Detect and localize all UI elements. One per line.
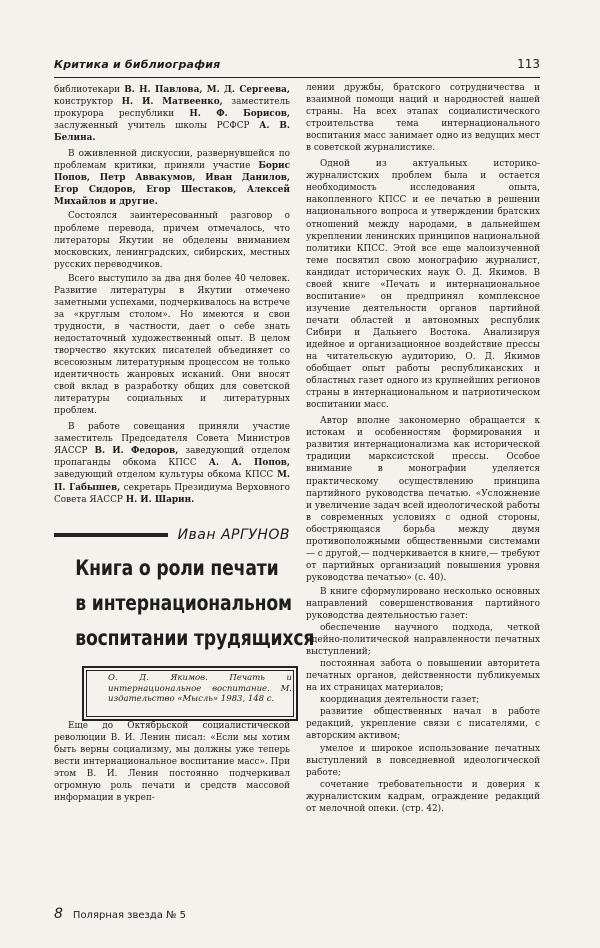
list-item: сочетание требовательности и доверия к журналистским кадрам, ограждение редакций от мелочной опеки. (стр. 42). xyxy=(306,779,540,814)
paragraph: В оживленной дискуссии, развернувшейся по проблемам критики, приняли участие Борис Попов, Петр Аввакумов, Иван Данилов, Егор Сидоров, Егор Шестаков, Алексей Михайлов и другие. xyxy=(54,149,291,208)
paragraph: Автор вполне закономерно обращается к истокам и особенностям формирования и развития интернационализма как исторической традиции марксистской прессы. Особое внимание в монографии уделяется практическому осуществлению принципа партийного руководства печатью. «Усложнение и увеличение задач всей идеологической работы в современных условиях с одной стороны, обостряющаяся борьба между двумя противоположными общественными системами — с другой,— подчеркивается в книге,— требуют от партийных организаций повышения уровня руководства печатью» (с. 40). xyxy=(306,416,540,583)
footer-page-number: 8 xyxy=(54,906,63,922)
list-item: координация деятельности газет; xyxy=(320,695,480,706)
article-author: Иван АРГУНОВ xyxy=(177,527,290,543)
paragraph: библиотекари В. Н. Павлова, М. Д. Сергеева, конструктор Н. И. Матвеенко, заместитель прокурора республики Н. Ф. Борисов, заслуженный учитель школы РСФСР А. В. Белина. xyxy=(54,85,291,144)
title-line: Книга о роли печати xyxy=(75,556,279,580)
book-citation: О. Д. Якимов. Печать и интернациональное воспитание. М. издательство «Мысль» 1983, 148 с. xyxy=(82,666,298,721)
article-title xyxy=(75,551,315,656)
paragraph: В работе совещания приняли участие заместитель Председателя Совета Министров ЯАССР В. И. Федоров, заведующий отделом пропаганды обкома КПСС А. А. Попов, заведующий отделом культуры обкома КПСС М. П. Габышев, секретарь Президиума Верховного Совета ЯАССР Н. И. Шарин. xyxy=(54,422,291,505)
section-title: Критика и библиография xyxy=(54,58,221,71)
divider-rule xyxy=(54,533,168,537)
paragraph: В книге сформулировано несколько основных направлений совершенствования партийного руководства деятельностью газет: xyxy=(306,586,540,622)
list-item: развитие общественных начал в работе редакций, укрепление связи с писателями, с авторским активом; xyxy=(306,707,540,742)
paragraph: Одной из актуальных историко-журналистских проблем была и остается необходимость исследования опыта, накопленного КПСС и ее печатью в решении национального вопроса и утверждении братских отношений между народами, в дальнейшем укреплении ленинских принципов национальной политики КПСС. Этой все еще малоизученной теме посвятил свою монографию журналист, кандидат исторических наук О. Д. Якимов. В своей книге «Печать и интернациональное воспитание» он предпринял комплексное изучение деятельности органов партийной печати областей и автономных республик Сибири и Дальнего Востока. Анализируя идейное и организационное воздействие прессы на читательскую аудиторию, О. Д. Якимов обобщает опыт работы республиканских и областных газет одного из крупнейших регионов страны в интернациональном и патриотическом воспитании масс. xyxy=(306,159,540,411)
right-column xyxy=(306,82,540,815)
paragraph: лении дружбы, братского сотрудничества и взаимной помощи наций и народностей нашей страны. На всех этапах социалистического строительства тема интернационального воспитания масс занимает одно из ведущих мест в советской журналистике. xyxy=(306,83,540,154)
page-number: 113 xyxy=(517,57,540,71)
title-line: воспитании трудящихся xyxy=(75,626,315,650)
page-footer xyxy=(54,906,186,922)
list-item: обеспечение научного подхода, четкой идейно-политической направленности печатных выступлений; xyxy=(306,623,540,658)
journal-name: Полярная звезда № 5 xyxy=(72,910,187,921)
left-column-bottom xyxy=(54,720,290,804)
paragraph: Состоялся заинтересованный разговор о проблеме перевода, причем отмечалось, что литераторы Якутии не обделены вниманием московских, ленинградских, сибирских, местных русских переводчиков. xyxy=(54,211,290,270)
left-column-top xyxy=(54,84,290,506)
title-line: в интернациональном xyxy=(75,591,292,615)
article-divider xyxy=(54,525,290,545)
list-item: постоянная забота о повышении авторитета печатных органов, действенности публикуемых на их страницах материалов; xyxy=(306,659,540,694)
paragraph: Всего выступило за два дня более 40 человек. Развитие литературы в Якутии отмечено заметными успехами, подчеркивалось на встрече за «круглым столом». Но имеются и свои трудности, в частности, дает о себе знать недостаточный художественный опыт. В целом творчество якутских писателей объединяет со всесоюзным литературным процессом не только идентичность жанровых исканий. Они вносят свой вклад в разработку общих для советской литературы социальных и литературных проблем. xyxy=(54,273,290,417)
page-header xyxy=(54,47,540,78)
paragraph: Еще до Октябрьской социалистической революции В. И. Ленин писал: «Если мы хотим быть верны социализму, мы должны уже теперь вести интернациональное воспитание масс». При этом В. И. Ленин постоянно подчеркивал огромную роль печати и средств массовой информации в укреп- xyxy=(54,721,290,804)
list-item: умелое и широкое использование печатных выступлений в повседневной идеологической работе; xyxy=(306,743,540,778)
